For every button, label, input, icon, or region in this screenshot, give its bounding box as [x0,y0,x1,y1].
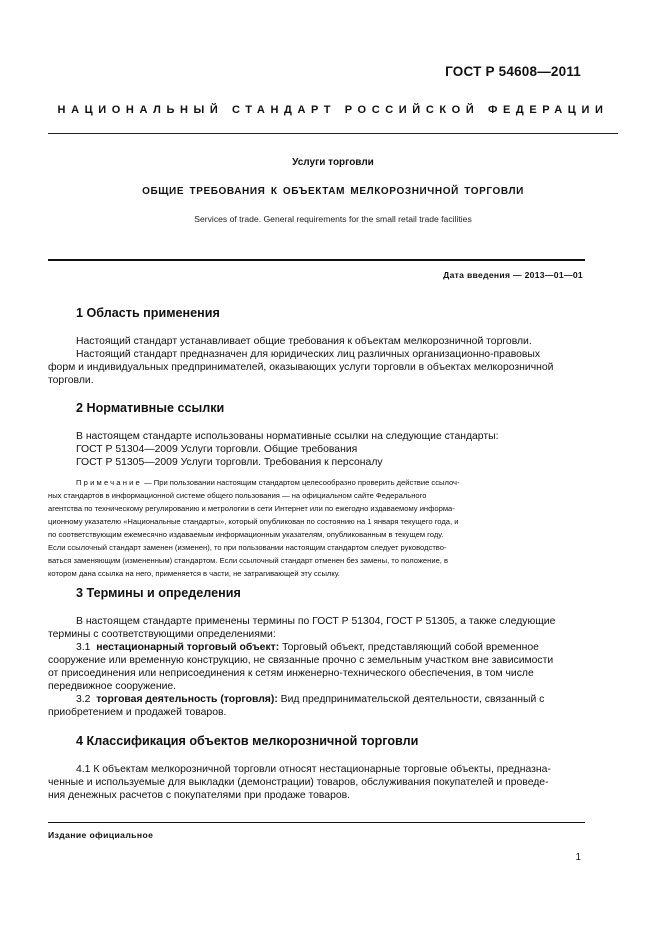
term-3-1-line-1 [76,641,585,654]
clause-4-1-line-2: ченные и используемые для выкладки (демонстрации) товаров, обслуживания покупателей и проведе- [48,777,549,788]
note-line-2: ных стандартов в информационной системе общего пользования — на официальном сайте Федерального [48,491,427,500]
note-line-8: котором дана ссылка на него, применяется в части, не затрагивающей эту ссылку. [48,569,340,578]
normative-reference-1: ГОСТ Р 51304—2009 Услуги торговли. Общие требования [76,444,358,455]
section-3-intro-line-2: термины с соответствующими определениями: [48,629,276,640]
section-3-heading: 3 Термины и определения [76,586,241,600]
section-1-paragraph-2-line-3: торговли. [48,375,94,386]
note-line-1: — При пользовании настоящим стандартом целесообразно проверить действие ссылоч- [141,478,460,487]
term-3-2-number: 3.2 [76,694,91,705]
term-3-1-definition-start: Торговый объект, представляющий собой временное [279,642,539,653]
normative-reference-2: ГОСТ Р 51305—2009 Услуги торговли. Требования к персоналу [76,457,383,468]
note-line-3: агентства по техническому регулированию и метрологии в сети Интернет или по ежегодно издаваемому информа- [48,504,455,513]
document-title: ОБЩИЕ ТРЕБОВАНИЯ К ОБЪЕКТАМ МЕЛКОРОЗНИЧНОЙ ТОРГОВЛИ [142,186,524,197]
note-label: Примечание [76,478,142,487]
term-3-2-line-2: приобретением и продажей товаров. [48,707,227,718]
term-3-2-definition-start: Вид предпринимательской деятельности, связанный с [277,694,545,705]
section-1-paragraph-2-line-1: Настоящий стандарт предназначен для юридических лиц различных организационно-правовых [76,349,541,360]
section-4-heading: 4 Классификация объектов мелкорозничной торговли [76,734,419,748]
official-edition-label: Издание официальное [48,830,154,840]
note-line-4: ционному указателю «Национальные стандарты», который опубликован по состоянию на 1 января текущего года, и [48,517,459,526]
term-3-2-term: торговая деятельность (торговля): [96,694,278,705]
term-3-1-line-4: передвижное сооружение. [48,681,177,692]
footer-divider [48,822,585,823]
section-1-body [48,335,585,387]
note-line-7: ваться заменяющим (измененным) стандартом. Если ссылочный стандарт отменен без замены, то положение, в [48,556,449,565]
section-1-heading: 1 Область применения [76,306,220,320]
section-2-heading: 2 Нормативные ссылки [76,401,225,415]
gost-number: ГОСТ Р 54608—2011 [445,64,581,79]
section-1-paragraph-2-line-2: форм и индивидуальных предпринимателей, оказывающих услуги торговли в объектах мелкорозничной [48,362,554,373]
introduction-date: Дата введения — 2013—01—01 [443,270,583,280]
national-standard-banner: НАЦИОНАЛЬНЫЙ СТАНДАРТ РОССИЙСКОЙ ФЕДЕРАЦИИ [57,104,609,116]
section-2-paragraph-1: В настоящем стандарте использованы нормативные ссылки на следующие стандарты: [76,431,499,442]
page-number: 1 [575,852,581,863]
document-subtitle: Услуги торговли [292,157,374,168]
clause-4-1-line-1: 4.1 К объектам мелкорозничной торговли относят нестационарные торговые объекты, предназна- [76,764,551,775]
term-3-2-line-1 [76,693,585,706]
section-4-body [48,763,585,802]
term-3-1-number: 3.1 [76,642,91,653]
title-divider [48,259,585,261]
section-1-paragraph-1: Настоящий стандарт устанавливает общие требования к объектам мелкорозничной торговли. [76,336,532,347]
note-line-6: Если ссылочный стандарт заменен (изменен), то при пользовании настоящим стандартом следует руководство- [48,543,447,552]
term-3-1-term: нестационарный торговый объект: [96,642,280,653]
note-line-5: по соответствующим ежемесячно издаваемым информационным указателям, опубликованным в текущем году. [48,530,444,539]
document-title-english: Services of trade. General requirements for the small retail trade facilities [194,214,472,224]
header-divider [48,133,618,134]
term-3-1-line-3: от присоединения или неприсоединения к сетям инженерно-технического обеспечения, в том числе [48,668,534,679]
section-3-body [48,615,585,719]
term-3-1-line-2: сооружение или временную конструкцию, не связанные прочно с земельным участком вне зависимости [48,655,554,666]
section-2-note [48,476,585,580]
section-2-body [76,430,585,469]
clause-4-1-line-3: ния денежных расчетов с покупателями при продаже товаров. [48,790,351,801]
section-3-intro-line-1: В настоящем стандарте применены термины по ГОСТ Р 51304, ГОСТ Р 51305, а также следующие [76,616,556,627]
